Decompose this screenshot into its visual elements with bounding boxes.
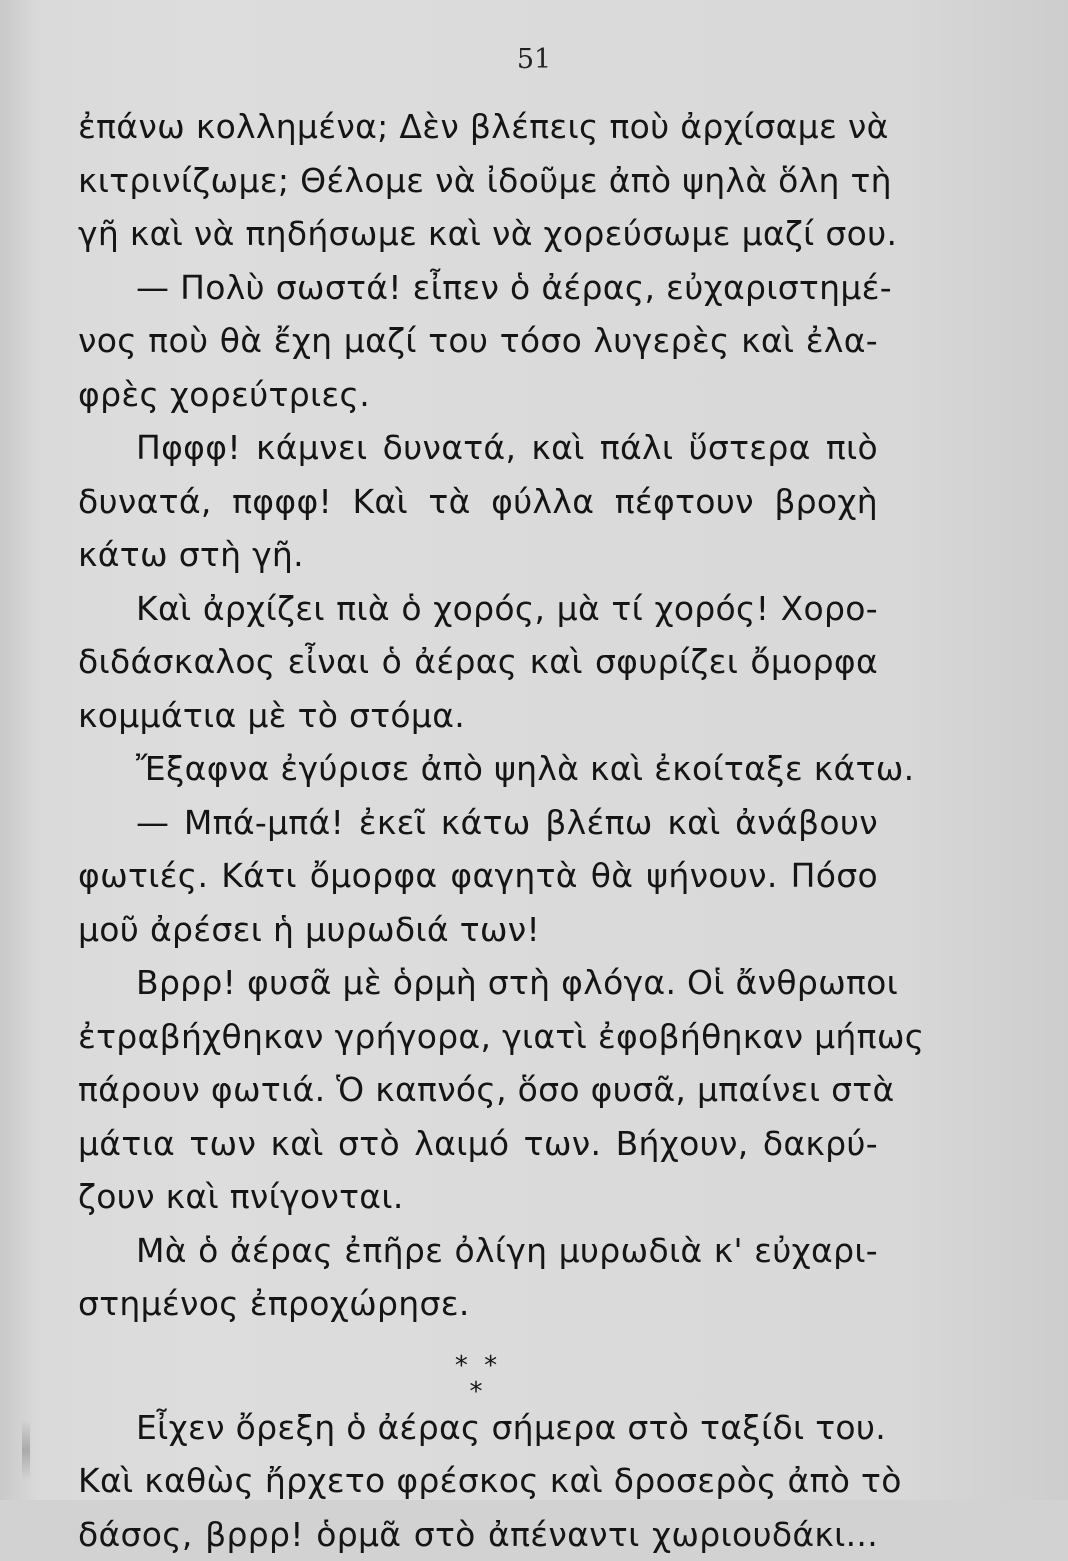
text-line: δυνατά, πφφφ! Καὶ τὰ φύλλα πέφτουν βροχὴ: [78, 475, 878, 529]
body-text: [78, 100, 878, 1561]
text-line: Πφφφ! κάμνει δυνατά, καὶ πάλι ὕστερα πιὸ: [78, 421, 878, 475]
text-line: φωτιές. Κάτι ὄμορφα φαγητὰ θὰ ψήνουν. Πόσο: [78, 849, 878, 903]
text-line: Ἔξαφνα ἐγύρισε ἀπὸ ψηλὰ καὶ ἐκοίταξε κάτω.: [78, 742, 878, 796]
text-line: διδάσκαλος εἶναι ὁ ἀέρας καὶ σφυρίζει ὄμορφα: [78, 635, 878, 689]
separator-stars-top: * *: [455, 1351, 501, 1381]
page-number: 51: [0, 44, 1068, 75]
text-line: μοῦ ἀρέσει ἡ μυρωδιά των!: [78, 903, 878, 957]
text-line: δάσος, βρρρ! ὁρμᾶ στὸ ἀπέναντι χωριουδάκι...: [78, 1508, 878, 1561]
section-separator: [78, 1331, 878, 1401]
text-line: ζουν καὶ πνίγονται.: [78, 1170, 878, 1224]
text-line: Καὶ καθὼς ἤρχετο φρέσκος καὶ δροσερὸς ἀπὸ τὸ: [78, 1454, 878, 1508]
text-line: στημένος ἐπροχώρησε.: [78, 1277, 878, 1331]
binding-mark: [22, 1420, 30, 1480]
separator-star-bottom: *: [78, 1357, 878, 1427]
text-line: πάρουν φωτιά. Ὁ καπνός, ὅσο φυσᾶ, μπαίνει στὰ: [78, 1063, 878, 1117]
text-line: κιτρινίζωμε; Θέλομε νὰ ἰδοῦμε ἀπὸ ψηλὰ ὅλη τὴ: [78, 154, 878, 208]
text-line: κομμάτια μὲ τὸ στόμα.: [78, 689, 878, 743]
text-line: ἐπάνω κολλημένα; Δὲν βλέπεις ποὺ ἀρχίσαμε νὰ: [78, 100, 878, 154]
text-line: ἐτραβήχθηκαν γρήγορα, γιατὶ ἐφοβήθηκαν μήπως: [78, 1010, 878, 1064]
text-line: φρὲς χορεύτριες.: [78, 368, 878, 422]
text-line: Εἶχεν ὄρεξη ὁ ἀέρας σήμερα στὸ ταξίδι του.: [78, 1401, 878, 1455]
text-line: μάτια των καὶ στὸ λαιμό των. Βήχουν, δακρύ-: [78, 1117, 878, 1171]
text-line: Βρρρ! φυσᾶ μὲ ὁρμὴ στὴ φλόγα. Οἱ ἄνθρωποι: [78, 956, 878, 1010]
text-line: — Πολὺ σωστά! εἶπεν ὁ ἀέρας, εὐχαριστημέ-: [78, 261, 878, 315]
text-line: γῆ καὶ νὰ πηδήσωμε καὶ νὰ χορεύσωμε μαζί σου.: [78, 207, 878, 261]
text-line: — Μπά-μπά! ἐκεῖ κάτω βλέπω καὶ ἀνάβουν: [78, 796, 878, 850]
text-line: Καὶ ἀρχίζει πιὰ ὁ χορός, μὰ τί χορός! Χορο-: [78, 582, 878, 636]
text-line: κάτω στὴ γῆ.: [78, 528, 878, 582]
text-line: Μὰ ὁ ἀέρας ἐπῆρε ὀλίγη μυρωδιὰ κ' εὐχαρι-: [78, 1224, 878, 1278]
text-line: νος ποὺ θὰ ἔχη μαζί του τόσο λυγερὲς καὶ ἐλα-: [78, 314, 878, 368]
